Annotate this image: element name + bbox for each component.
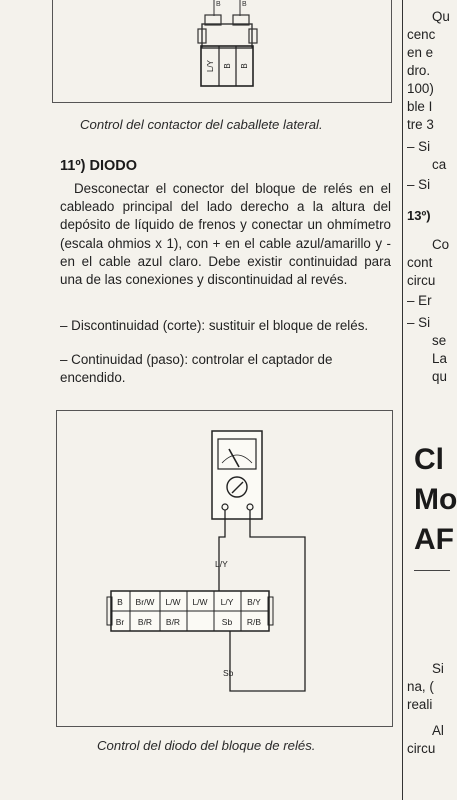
svg-text:B: B bbox=[216, 1, 221, 8]
section-title: 11º) DIODO bbox=[60, 158, 138, 174]
right-col-text: en e bbox=[407, 45, 434, 60]
right-col-text: ca bbox=[432, 157, 447, 172]
wire-label-sb: Sb bbox=[223, 668, 234, 678]
right-col-text: – Er bbox=[407, 293, 432, 308]
bullet-continuity: – Continuidad (paso): controlar el captador de encendido. bbox=[60, 352, 333, 386]
right-col-text: Co bbox=[432, 237, 450, 252]
relay-pin: L/W bbox=[192, 597, 208, 607]
section-paragraph: Desconectar el conector del bloque de relés en el cableado principal del lado derecho a la altura del depósito de líquido de frenos y conectar un ohmímetro (escala ohmios x 1), con + en el cable azul/amarillo y - en el cable azul claro. Debe existir continuidad para una de las conexiones y discontinuidad al revés. bbox=[60, 181, 391, 288]
connector-cell: B bbox=[240, 63, 249, 69]
right-col-text: circu bbox=[407, 741, 436, 756]
relay-pin: Sb bbox=[221, 617, 233, 627]
relay-pin: B/Y bbox=[247, 597, 261, 607]
side-stand-switch-connector-diagram bbox=[53, 0, 391, 102]
relay-pin: B/R bbox=[137, 617, 153, 627]
right-col-text: tre 3 bbox=[407, 117, 434, 132]
relay-pin: Br/W bbox=[135, 597, 155, 607]
relay-connector bbox=[107, 591, 273, 631]
right-col-text: cenc bbox=[407, 27, 436, 42]
right-col-text: circu bbox=[407, 273, 436, 288]
wire-label-ly: L/Y bbox=[215, 559, 228, 569]
bottom-figure-caption: Control del diodo del bloque de relés. bbox=[97, 738, 316, 753]
relay-pin: B/R bbox=[165, 617, 181, 627]
right-col-text: na, ( bbox=[407, 679, 434, 694]
right-col-text: cont bbox=[407, 255, 433, 270]
column-divider bbox=[402, 0, 403, 800]
right-col-text: Al bbox=[432, 723, 444, 738]
svg-text:B: B bbox=[242, 1, 247, 8]
right-col-text: La bbox=[432, 351, 447, 366]
right-col-text: reali bbox=[407, 697, 433, 712]
right-col-big-title: Cl bbox=[414, 443, 444, 476]
relay-block-diode-diagram bbox=[57, 411, 392, 726]
right-col-text: qu bbox=[432, 369, 447, 384]
relay-pin: L/W bbox=[165, 597, 181, 607]
right-col-text: Qu bbox=[432, 9, 450, 24]
relay-pin: B bbox=[117, 597, 123, 607]
right-col-text: dro. bbox=[407, 63, 431, 78]
right-col-text: 100) bbox=[407, 81, 434, 96]
right-col-rule bbox=[414, 570, 450, 571]
right-col-text: Si bbox=[432, 661, 444, 676]
right-col-big-title: AF bbox=[414, 523, 454, 556]
right-col-big-title: Mo bbox=[414, 483, 457, 516]
right-col-text: – Si bbox=[407, 177, 431, 192]
right-col-text: – Si bbox=[407, 139, 431, 154]
right-col-text: – Si bbox=[407, 315, 431, 330]
diode-test-figure bbox=[56, 410, 393, 727]
bullet-discontinuity: – Discontinuidad (corte): sustituir el bloque de relés. bbox=[60, 318, 369, 333]
ohmmeter-icon bbox=[212, 431, 262, 519]
top-figure-frame bbox=[52, 0, 392, 103]
right-col-heading: 13º) bbox=[407, 208, 431, 223]
right-col-text: se bbox=[432, 333, 447, 348]
top-figure-caption: Control del contactor del caballete lateral. bbox=[80, 117, 323, 132]
right-col-text: ble I bbox=[407, 99, 433, 114]
relay-pin: R/B bbox=[246, 617, 262, 627]
relay-pin: L/Y bbox=[220, 597, 234, 607]
connector-cell: B bbox=[223, 63, 232, 69]
relay-pin: Br bbox=[115, 617, 125, 627]
connector-cell: L/Y bbox=[206, 59, 215, 73]
